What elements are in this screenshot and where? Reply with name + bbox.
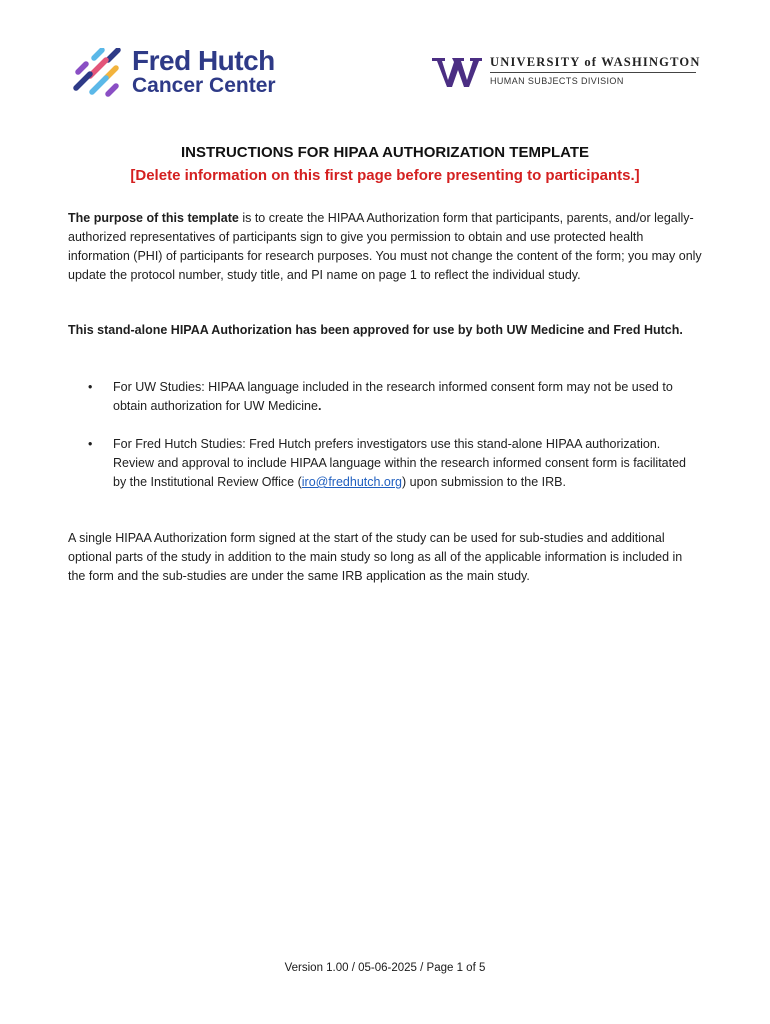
- page-footer: Version 1.00 / 05-06-2025 / Page 1 of 5: [284, 962, 486, 974]
- fred-hutch-logo: [72, 46, 292, 98]
- delete-instruction: [Delete information on this first page before presenting to participants.]: [130, 167, 640, 184]
- uw-division-name: HUMAN SUBJECTS DIVISION: [490, 76, 624, 86]
- bullet-icon: •: [88, 380, 93, 394]
- purpose-paragraph: [68, 209, 702, 285]
- fh-studies-text-end: ) upon submission to the IRB.: [402, 475, 566, 489]
- fred-hutch-name: Fred Hutch: [132, 45, 275, 76]
- list-item: [68, 378, 702, 416]
- single-form-paragraph: A single HIPAA Authorization form signed at the start of the study can be used for sub-studies and additional optional parts of the study in addition to the main study so long as all of the applicable information is included in the form and the sub-studies are under the same IRB application as the main study.: [68, 531, 683, 583]
- fred-hutch-mark-icon: [72, 48, 124, 98]
- uw-studies-end: .: [317, 399, 322, 413]
- list-item: [68, 435, 702, 492]
- iro-email-link[interactable]: iro@fredhutch.org: [301, 475, 402, 489]
- study-type-list: [68, 378, 702, 492]
- purpose-text: is to create the HIPAA Authorization form that participants, parents, and/or legally-authorized representatives of participants sign to give you permission to obtain and use protected health information (PHI) of participants for research purposes. You must not change the content of the form; you may only update the protocol number, study title, and PI name on page 1 to reflect the individual study.: [68, 211, 702, 282]
- document-title: INSTRUCTIONS FOR HIPAA AUTHORIZATION TEMPLATE: [180, 144, 590, 161]
- uw-studies-text: For UW Studies: HIPAA language included in the research informed consent form may not be used to obtain authorization for UW Medicine: [113, 380, 673, 413]
- bullet-icon: •: [88, 437, 93, 451]
- approval-paragraph: This stand-alone HIPAA Authorization has been approved for use by both UW Medicine and Fred Hutch.: [68, 323, 683, 337]
- purpose-lead: The purpose of this template: [68, 211, 239, 225]
- fh-studies-text: For Fred Hutch Studies: Fred Hutch prefers investigators use this stand-alone HIPAA authorization. Review and approval to include HIPAA language within the research informed consent form is facilitated by the Institutional Review Office (: [113, 437, 686, 489]
- fred-hutch-subname: Cancer Center: [132, 74, 276, 97]
- uw-logo: [432, 52, 701, 92]
- uw-divider: [490, 72, 696, 73]
- uw-w-icon: [432, 56, 482, 88]
- uw-university-name: UNIVERSITY of WASHINGTON: [490, 55, 701, 69]
